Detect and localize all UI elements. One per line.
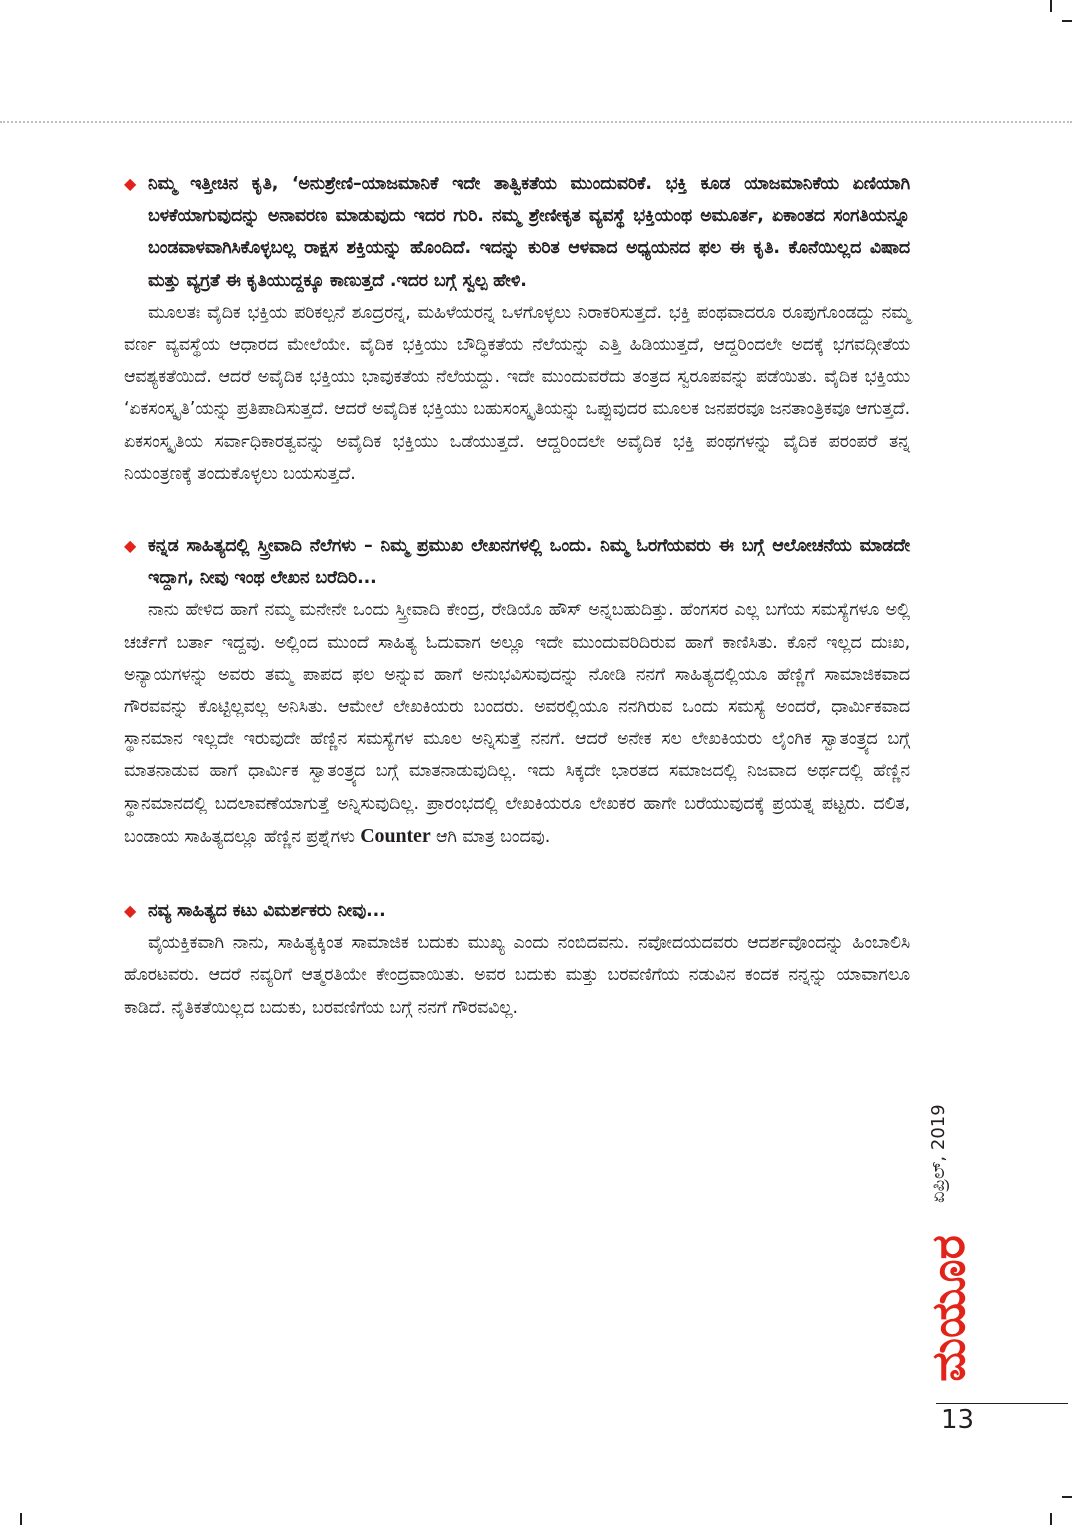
question-2 <box>124 530 910 594</box>
question-3-text: ನವ್ಯ ಸಾಹಿತ್ಯದ ಕಟು ವಿಮರ್ಶಕರು ನೀವು... <box>148 901 386 922</box>
answer-1: ಮೂಲತಃ ವೈದಿಕ ಭಕ್ತಿಯ ಪರಿಕಲ್ಪನೆ ಶೂದ್ರರನ್ನ, ಮಹಿಳೆಯರನ್ನ ಒಳಗೊಳ್ಳಲು ನಿರಾಕರಿಸುತ್ತದೆ. ಭಕ್ತಿ ಪಂಥವಾದರೂ ರೂಪುಗೊಂಡದ್ದು ನಮ್ಮ ವರ್ಣ ವ್ಯವಸ್ಥೆಯ ಆಧಾರದ ಮೇಲೆಯೇ. ವೈದಿಕ ಭಕ್ತಿಯು ಬೌದ್ಧಿಕತೆಯ ನೆಲೆಯನ್ನು ಎತ್ತಿ ಹಿಡಿಯುತ್ತದೆ, ಆದ್ದರಿಂದಲೇ ಅದಕ್ಕೆ ಭಗವದ್ಗೀತೆಯ ಆವಶ್ಯಕತೆಯಿದೆ. ಆದರೆ ಅವೈದಿಕ ಭಕ್ತಿಯು ಭಾವುಕತೆಯ ನೆಲೆಯದ್ದು. ಇದೇ ಮುಂದುವರೆದು ತಂತ್ರದ ಸ್ವರೂಪವನ್ನು ಪಡೆಯಿತು. ವೈದಿಕ ಭಕ್ತಿಯು ‘ಏಕಸಂಸ್ಕೃತಿ’ಯನ್ನು ಪ್ರತಿಪಾದಿಸುತ್ತದೆ. ಆದರೆ ಅವೈದಿಕ ಭಕ್ತಿಯು ಬಹುಸಂಸ್ಕೃತಿಯನ್ನು ಒಪ್ಪುವುದರ ಮೂಲಕ ಜನಪರವೂ ಜನತಾಂತ್ರಿಕವೂ ಆಗುತ್ತದೆ. ಏಕಸಂಸ್ಕೃತಿಯ ಸರ್ವಾಧಿಕಾರತ್ವವನ್ನು ಅವೈದಿಕ ಭಕ್ತಿಯು ಒಡೆಯುತ್ತದೆ. ಆದ್ದರಿಂದಲೇ ಅವೈದಿಕ ಭಕ್ತಿ ಪಂಥಗಳನ್ನು ವೈದಿಕ ಪರಂಪರೆ ತನ್ನ ನಿಯಂತ್ರಣಕ್ಕೆ ತಂದುಕೊಳ್ಳಲು ಬಯಸುತ್ತದೆ. <box>124 302 910 484</box>
diamond-bullet-icon: ◆ <box>124 174 137 193</box>
issue-date: ಏಪ್ರಿಲ್, 2019 <box>928 1104 949 1203</box>
question-2-text: ಕನ್ನಡ ಸಾಹಿತ್ಯದಲ್ಲಿ ಸ್ತ್ರೀವಾದಿ ನೆಲೆಗಳು – ನಿಮ್ಮ ಪ್ರಮುಖ ಲೇಖನಗಳಲ್ಲಿ ಒಂದು. ನಿಮ್ಮ ಓರಗೆಯವರು ಈ ಬಗ್ಗೆ ಆಲೋಚನೆಯ ಮಾಡದೇ ಇದ್ದಾಗ, ನೀವು ಇಂಥ ಲೇಖನ ಬರೆದಿರಿ... <box>148 536 910 589</box>
page-number: 13 <box>941 1405 975 1435</box>
spacer <box>124 490 910 530</box>
article-body <box>124 168 910 1024</box>
answer-2-text: ನಾನು ಹೇಳಿದ ಹಾಗೆ ನಮ್ಮ ಮನೇನೇ ಒಂದು ಸ್ತ್ರೀವಾದಿ ಕೇಂದ್ರ, ರೇಡಿಯೊ ಹೌಸ್ ಅನ್ನಬಹುದಿತ್ತು. ಹೆಂಗಸರ ಎಲ್ಲ ಬಗೆಯ ಸಮಸ್ಯೆಗಳೂ ಅಲ್ಲಿ ಚರ್ಚೆಗೆ ಬರ್ತಾ ಇದ್ದವು. ಅಲ್ಲಿಂದ ಮುಂದೆ ಸಾಹಿತ್ಯ ಓದುವಾಗ ಅಲ್ಲೂ ಇದೇ ಮುಂದುವರಿದಿರುವ ಹಾಗೆ ಕಾಣಿಸಿತು. ಕೊನೆ ಇಲ್ಲದ ದುಃಖ, ಅನ್ಯಾಯಗಳನ್ನು ಅವರು ತಮ್ಮ ಪಾಪದ ಫಲ ಅನ್ನುವ ಹಾಗೆ ಅನುಭವಿಸುವುದನ್ನು ನೋಡಿ ನನಗೆ ಸಾಹಿತ್ಯದಲ್ಲಿಯೂ ಹೆಣ್ಣಿಗೆ ಸಾಮಾಜಿಕವಾದ ಗೌರವವನ್ನು ಕೊಟ್ಟಿಲ್ಲವಲ್ಲ ಅನಿಸಿತು. ಆಮೇಲೆ ಲೇಖಕಿಯರು ಬಂದರು. ಅವರಲ್ಲಿಯೂ ನನಗಿರುವ ಒಂದು ಸಮಸ್ಯೆ ಅಂದರೆ, ಧಾರ್ಮಿಕವಾದ ಸ್ಥಾನಮಾನ ಇಲ್ಲದೇ ಇರುವುದೇ ಹೆಣ್ಣಿನ ಸಮಸ್ಯೆಗಳ ಮೂಲ ಅನ್ನಿಸುತ್ತೆ ನನಗೆ. ಆದರೆ ಅನೇಕ ಸಲ ಲೇಖಕಿಯರು ಲೈಂಗಿಕ ಸ್ವಾತಂತ್ರ್ಯದ ಬಗ್ಗೆ ಮಾತನಾಡುವ ಹಾಗೆ ಧಾರ್ಮಿಕ ಸ್ವಾತಂತ್ರ್ಯದ ಬಗ್ಗೆ ಮಾತನಾಡುವುದಿಲ್ಲ. ಇದು ಸಿಕ್ಕದೇ ಭಾರತದ ಸಮಾಜದಲ್ಲಿ ನಿಜವಾದ ಅರ್ಥದಲ್ಲಿ ಹೆಣ್ಣಿನ ಸ್ಥಾನಮಾನದಲ್ಲಿ ಬದಲಾವಣೆಯಾಗುತ್ತೆ ಅನ್ನಿಸುವುದಿಲ್ಲ. ಪ್ರಾರಂಭದಲ್ಲಿ ಲೇಖಕಿಯರೂ ಲೇಖಕರ ಹಾಗೇ ಬರೆಯುವುದಕ್ಕೆ ಪ್ರಯತ್ನ ಪಟ್ಟರು. ದಲಿತ, ಬಂಡಾಯ ಸಾಹಿತ್ಯದಲ್ಲೂ ಹೆಣ್ಣಿನ ಪ್ರಶ್ನೆಗಳು <box>124 600 910 847</box>
crop-mark <box>1050 1513 1052 1525</box>
question-1-text: ನಿಮ್ಮ ಇತ್ತೀಚಿನ ಕೃತಿ, ‘ಅನುಶ್ರೇಣಿ–ಯಾಜಮಾನಿಕೆ ಇದೇ ತಾತ್ವಿಕತೆಯ ಮುಂದುವರಿಕೆ. ಭಕ್ತಿ ಕೂಡ ಯಾಜಮಾನಿಕೆಯ ಏಣಿಯಾಗಿ ಬಳಕೆಯಾಗುವುದನ್ನು ಅನಾವರಣ ಮಾಡುವುದು ಇದರ ಗುರಿ. ನಮ್ಮ ಶ್ರೇಣೀಕೃತ ವ್ಯವಸ್ಥೆ ಭಕ್ತಿಯಂಥ ಅಮೂರ್ತ, ಏಕಾಂತದ ಸಂಗತಿಯನ್ನೂ ಬಂಡವಾಳವಾಗಿಸಿಕೊಳ್ಳಬಲ್ಲ ರಾಕ್ಷಸ ಶಕ್ತಿಯನ್ನು ಹೊಂದಿದೆ. ಇದನ್ನು ಕುರಿತ ಆಳವಾದ ಅಧ್ಯಯನದ ಫಲ ಈ ಕೃತಿ. ಕೊನೆಯಿಲ್ಲದ ವಿಷಾದ ಮತ್ತು ವ್ಯಗ್ರತೆ ಈ ಕೃತಿಯುದ್ದಕ್ಕೂ ಕಾಣುತ್ತದೆ .ಇದರ ಬಗ್ಗೆ ಸ್ವಲ್ಪ ಹೇಳಿ. <box>148 174 910 291</box>
crop-mark <box>1050 0 1052 12</box>
spacer <box>124 853 910 895</box>
answer-3: ವೈಯಕ್ತಿಕವಾಗಿ ನಾನು, ಸಾಹಿತ್ಯಕ್ಕಿಂತ ಸಾಮಾಜಿಕ ಬದುಕು ಮುಖ್ಯ ಎಂದು ನಂಬಿದವನು. ನವೋದಯದವರು ಆದರ್ಶವೊಂದನ್ನು ಹಿಂಬಾಲಿಸಿ ಹೊರಟವರು. ಆದರೆ ನವ್ಯರಿಗೆ ಆತ್ಮರತಿಯೇ ಕೇಂದ್ರವಾಯಿತು. ಅವರ ಬದುಕು ಮತ್ತು ಬರವಣಿಗೆಯ ನಡುವಿನ ಕಂದಕ ನನ್ನನ್ನು ಯಾವಾಗಲೂ ಕಾಡಿದೆ. ನೈತಿಕತೆಯಿಲ್ಲದ ಬದುಕು, ಬರವಣಿಗೆಯ ಬಗ್ಗೆ ನನಗೆ ಗೌರವವಿಲ್ಲ. <box>124 933 910 1018</box>
answer-2-english-word: Counter <box>360 824 431 847</box>
crop-mark <box>20 1513 22 1525</box>
answer-2-tail: ಆಗಿ ಮಾತ್ರ ಬಂದವು. <box>436 826 551 847</box>
header-dotted-rule <box>0 121 1072 123</box>
magazine-logo-text: ಮಯೂರ <box>921 1234 975 1382</box>
question-1 <box>124 168 910 297</box>
answer-2 <box>124 594 910 853</box>
question-3 <box>124 895 910 927</box>
magazine-logo <box>920 1222 976 1394</box>
page-number-rule <box>936 1403 1068 1404</box>
crop-mark <box>1062 20 1072 22</box>
crop-mark <box>1062 1496 1072 1498</box>
diamond-bullet-icon: ◆ <box>124 536 137 556</box>
diamond-bullet-icon: ◆ <box>124 901 137 921</box>
